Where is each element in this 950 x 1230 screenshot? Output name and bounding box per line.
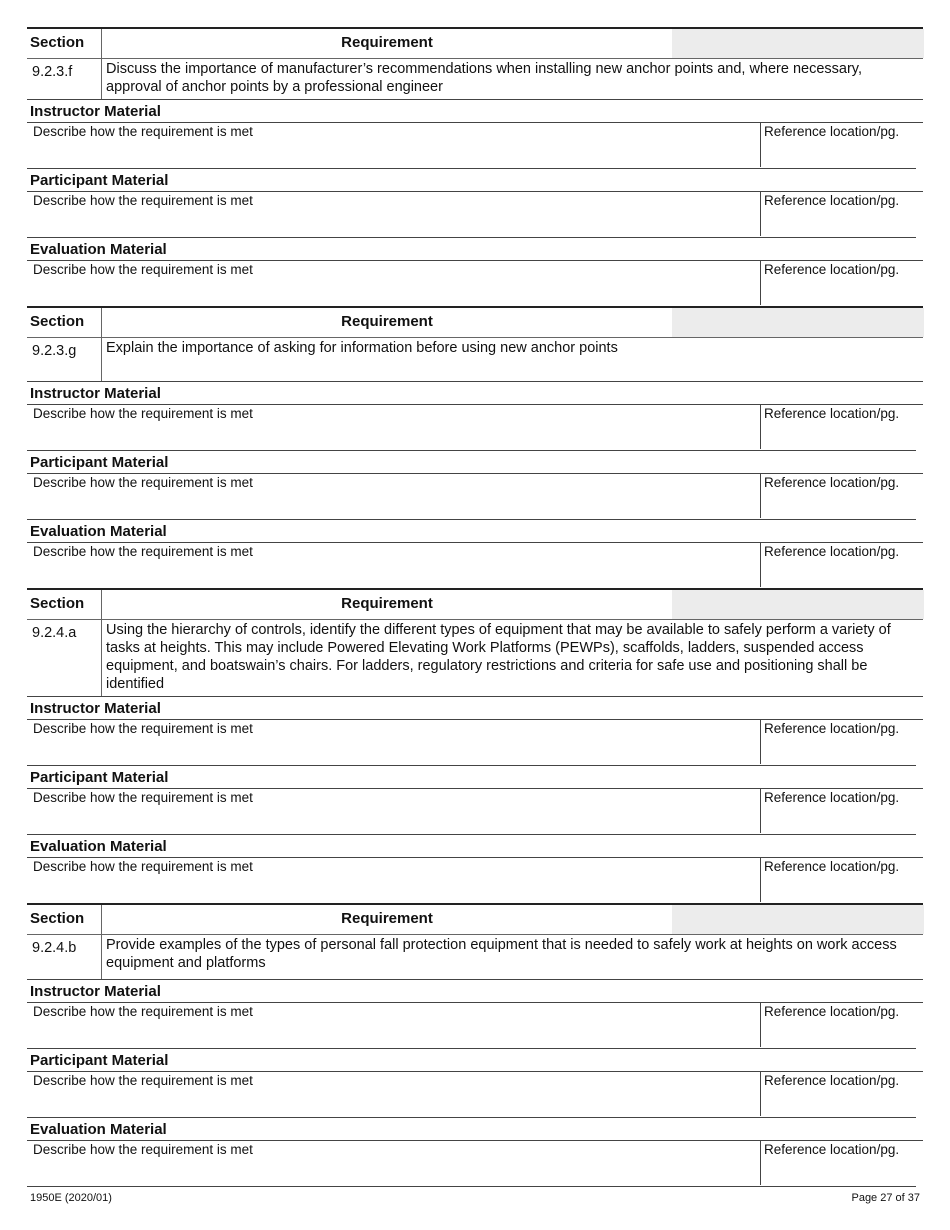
instructor-material-row[interactable] [27,123,916,169]
requirement-header [27,588,923,620]
reference-label: Reference location/pg. [764,262,900,277]
evaluation-material-row[interactable] [27,543,916,588]
evaluation-material-row[interactable] [27,261,916,306]
reference-label: Reference location/pg. [764,859,900,874]
describe-label: Describe how the requirement is met [33,475,253,490]
evaluation-material-title: Evaluation Material [27,520,923,543]
requirement-block [27,588,923,903]
evaluation-material-row[interactable] [27,1141,916,1187]
instructor-material-title: Instructor Material [27,697,923,720]
describe-label: Describe how the requirement is met [33,721,253,736]
participant-material-row[interactable] [27,192,916,238]
requirement-row [27,935,923,980]
describe-label: Describe how the requirement is met [33,859,253,874]
reference-label: Reference location/pg. [764,124,900,139]
describe-label: Describe how the requirement is met [33,262,253,277]
instructor-material-row[interactable] [27,1003,916,1049]
evaluation-material-title: Evaluation Material [27,238,923,261]
requirement-header [27,27,923,59]
requirement-header [27,903,923,935]
reference-label: Reference location/pg. [764,1004,900,1019]
requirement-column-label: Requirement [341,34,433,51]
instructor-material-row[interactable] [27,720,916,766]
reference-label: Reference location/pg. [764,721,900,736]
section-number: 9.2.3.f [32,64,73,80]
describe-label: Describe how the requirement is met [33,193,253,208]
participant-material-row[interactable] [27,474,916,520]
participant-material-row[interactable] [27,789,916,835]
requirement-row [27,338,923,382]
instructor-material-row[interactable] [27,405,916,451]
requirement-column-label: Requirement [341,313,433,330]
requirement-block [27,903,923,1187]
describe-label: Describe how the requirement is met [33,790,253,805]
instructor-material-title: Instructor Material [27,382,923,405]
section-column-label: Section [30,313,85,330]
requirement-block [27,306,923,588]
form-page [27,27,923,1187]
section-number: 9.2.4.b [32,940,77,956]
section-column-label: Section [30,910,85,927]
requirement-text: Using the hierarchy of controls, identify the different types of equipment that may be available to safely perform a variety of tasks at heights. This may include Powered Elevating Work Platforms (PEWPs), scaffolds, ladders, suspended access equipment, and boatswain’s chairs. For ladders, regulatory restrictions and criteria for safe use and positioning shall be identified [101,620,923,696]
requirement-column-label: Requirement [341,910,433,927]
describe-label: Describe how the requirement is met [33,544,253,559]
participant-material-row[interactable] [27,1072,916,1118]
describe-label: Describe how the requirement is met [33,1142,253,1157]
participant-material-title: Participant Material [27,1049,923,1072]
participant-material-title: Participant Material [27,766,923,789]
reference-label: Reference location/pg. [764,790,900,805]
evaluation-material-row[interactable] [27,858,916,903]
instructor-material-title: Instructor Material [27,100,923,123]
instructor-material-title: Instructor Material [27,980,923,1003]
describe-label: Describe how the requirement is met [33,1004,253,1019]
requirement-row [27,620,923,697]
reference-label: Reference location/pg. [764,406,900,421]
describe-label: Describe how the requirement is met [33,406,253,421]
requirement-text: Explain the importance of asking for information before using new anchor points [101,338,923,381]
reference-label: Reference location/pg. [764,544,900,559]
evaluation-material-title: Evaluation Material [27,1118,923,1141]
participant-material-title: Participant Material [27,451,923,474]
reference-label: Reference location/pg. [764,193,900,208]
reference-label: Reference location/pg. [764,1073,900,1088]
describe-label: Describe how the requirement is met [33,124,253,139]
evaluation-material-title: Evaluation Material [27,835,923,858]
section-number: 9.2.3.g [32,343,77,359]
requirement-block [27,27,923,306]
section-number: 9.2.4.a [32,625,77,641]
page-number: Page 27 of 37 [851,1192,920,1204]
requirement-column-label: Requirement [341,595,433,612]
reference-label: Reference location/pg. [764,475,900,490]
requirement-text: Provide examples of the types of personal fall protection equipment that is needed to safely work at heights on work access equipment and platforms [101,935,923,979]
reference-label: Reference location/pg. [764,1142,900,1157]
requirement-header [27,306,923,338]
participant-material-title: Participant Material [27,169,923,192]
section-column-label: Section [30,595,85,612]
describe-label: Describe how the requirement is met [33,1073,253,1088]
section-column-label: Section [30,34,85,51]
form-id: 1950E (2020/01) [30,1192,112,1204]
requirement-row [27,59,923,100]
requirement-text: Discuss the importance of manufacturer’s recommendations when installing new anchor points and, where necessary, approval of anchor points by a professional engineer [101,59,923,99]
